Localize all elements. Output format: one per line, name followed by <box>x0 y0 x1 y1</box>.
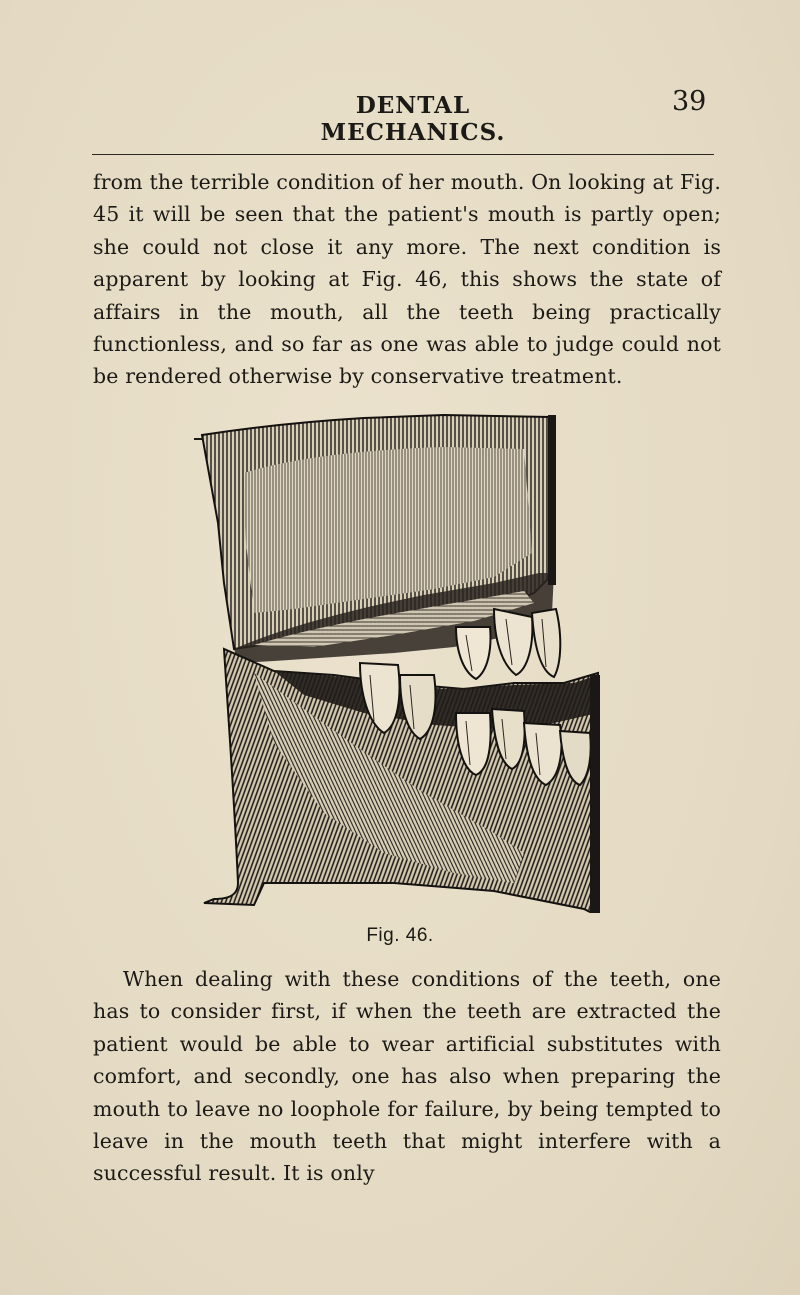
running-title: DENTAL MECHANICS. <box>320 92 506 146</box>
paragraph-1: from the terrible condition of her mouth. On looking at Fig. 45 it will be seen that the patient's mouth is partly open; she could not close it any more. The next condition is apparent by looking at Fig. 46, this shows the state of affairs in the mouth, all the teeth being practically functionless, and so far as one was able to judge could not be rendered otherwise by conservative treatment. <box>93 170 721 389</box>
figure-46-illustration <box>194 413 610 913</box>
running-head <box>0 86 800 146</box>
figure-caption: Fig. 46. <box>366 925 434 946</box>
page-number: 39 <box>672 86 707 117</box>
header-rule <box>92 154 714 155</box>
paragraph-2: When dealing with these conditions of the teeth, one has to consider first, if when the teeth are extracted the patient would be able to wear artificial substitutes with comfort, and secondly, one has also when preparing the mouth to leave no loophole for failure, by being tempted to leave in the mouth teeth that might interfere with a successful result. It is only <box>93 967 721 1186</box>
